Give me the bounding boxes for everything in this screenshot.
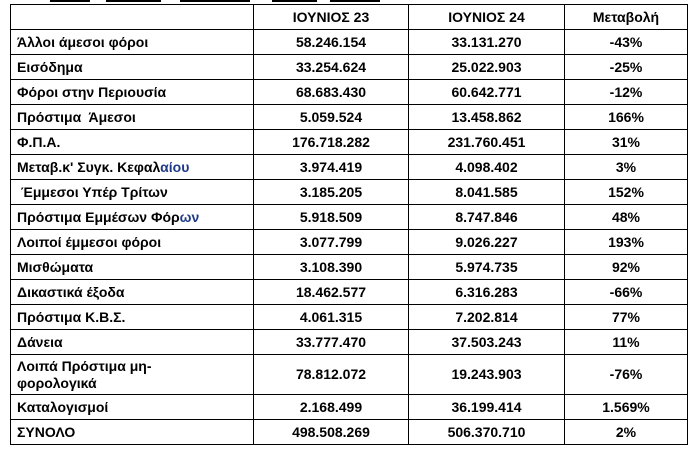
value-june-24: 6.316.283 — [409, 280, 565, 305]
table-total-row — [11, 420, 688, 445]
value-june-23: 5.918.509 — [254, 205, 409, 230]
total-june-24: 506.370.710 — [409, 420, 565, 445]
value-june-24: 33.131.270 — [409, 30, 565, 55]
value-june-23: 3.974.419 — [254, 155, 409, 180]
value-change: 31% — [565, 130, 688, 155]
value-june-23: 78.812.072 — [254, 355, 409, 395]
row-label — [11, 155, 254, 180]
table-row — [11, 330, 688, 355]
total-june-23: 498.508.269 — [254, 420, 409, 445]
value-change: 193% — [565, 230, 688, 255]
table-row — [11, 180, 688, 205]
value-change: 152% — [565, 180, 688, 205]
table-row — [11, 80, 688, 105]
value-june-24: 8.041.585 — [409, 180, 565, 205]
value-june-23: 4.061.315 — [254, 305, 409, 330]
row-label: Φόροι στην Περιουσία — [11, 80, 254, 105]
row-label: Έμμεσοι Υπέρ Τρίτων — [11, 180, 254, 205]
value-change: -25% — [565, 55, 688, 80]
value-june-24: 25.022.903 — [409, 55, 565, 80]
table-row — [11, 30, 688, 55]
table-row — [11, 230, 688, 255]
value-june-23: 5.059.524 — [254, 105, 409, 130]
value-change: -76% — [565, 355, 688, 395]
header-change: Μεταβολή — [565, 5, 688, 30]
value-change: 92% — [565, 255, 688, 280]
value-june-24: 7.202.814 — [409, 305, 565, 330]
table-row — [11, 280, 688, 305]
table-row — [11, 105, 688, 130]
row-label: Λοιποί έμμεσοι φόροι — [11, 230, 254, 255]
value-june-23: 33.777.470 — [254, 330, 409, 355]
row-label — [11, 205, 254, 230]
row-label: Δικαστικά έξοδα — [11, 280, 254, 305]
value-change: -12% — [565, 80, 688, 105]
total-change: 2% — [565, 420, 688, 445]
row-label: Μισθώματα — [11, 255, 254, 280]
table-header-row — [11, 5, 688, 30]
value-change: -43% — [565, 30, 688, 55]
revenue-comparison-table — [10, 4, 688, 445]
row-label-part: Μεταβ.κ' Συγκ. Κεφαλ — [17, 158, 161, 175]
value-change: 3% — [565, 155, 688, 180]
total-label: ΣΥΝΟΛΟ — [11, 420, 254, 445]
row-label-part-highlight: ων — [179, 208, 200, 225]
row-label: Δάνεια — [11, 330, 254, 355]
header-category — [11, 5, 254, 30]
value-june-24: 36.199.414 — [409, 395, 565, 420]
value-june-24: 4.098.402 — [409, 155, 565, 180]
value-june-23: 3.077.799 — [254, 230, 409, 255]
value-june-24: 60.642.771 — [409, 80, 565, 105]
row-label: Πρόστιμα Κ.Β.Σ. — [11, 305, 254, 330]
value-june-23: 18.462.577 — [254, 280, 409, 305]
value-change: 77% — [565, 305, 688, 330]
row-label: Εισόδημα — [11, 55, 254, 80]
value-change: 1.569% — [565, 395, 688, 420]
table-row — [11, 355, 688, 395]
row-label: Άλλοι άμεσοι φόροι — [11, 30, 254, 55]
table-row — [11, 55, 688, 80]
table-row — [11, 155, 688, 180]
value-june-24: 37.503.243 — [409, 330, 565, 355]
header-june-24: ΙΟΥΝΙΟΣ 24 — [409, 5, 565, 30]
value-june-24: 9.026.227 — [409, 230, 565, 255]
row-label-part: Πρόστιμα Εμμέσων Φόρ — [17, 208, 180, 225]
value-june-23: 33.254.624 — [254, 55, 409, 80]
table-row — [11, 255, 688, 280]
value-june-24: 8.747.846 — [409, 205, 565, 230]
value-june-24: 5.974.735 — [409, 255, 565, 280]
value-june-23: 2.168.499 — [254, 395, 409, 420]
value-june-23: 58.246.154 — [254, 30, 409, 55]
value-change: 11% — [565, 330, 688, 355]
value-june-23: 176.718.282 — [254, 130, 409, 155]
value-june-23: 3.108.390 — [254, 255, 409, 280]
table-row — [11, 205, 688, 230]
value-june-24: 13.458.862 — [409, 105, 565, 130]
row-label-part-highlight: αίου — [160, 158, 190, 175]
table-row — [11, 130, 688, 155]
cropped-heading-remnant — [10, 0, 382, 3]
row-label: Λοιπά Πρόστιμα μη-φορολογικά — [11, 355, 254, 395]
value-june-23: 3.185.205 — [254, 180, 409, 205]
value-june-24: 19.243.903 — [409, 355, 565, 395]
table-row — [11, 305, 688, 330]
value-change: 48% — [565, 205, 688, 230]
value-change: -66% — [565, 280, 688, 305]
row-label: Καταλογισμοί — [11, 395, 254, 420]
value-june-24: 231.760.451 — [409, 130, 565, 155]
value-change: 166% — [565, 105, 688, 130]
value-june-23: 68.683.430 — [254, 80, 409, 105]
row-label: Φ.Π.Α. — [11, 130, 254, 155]
row-label: Πρόστιμα Άμεσοι — [11, 105, 254, 130]
table-row — [11, 395, 688, 420]
header-june-23: ΙΟΥΝΙΟΣ 23 — [254, 5, 409, 30]
